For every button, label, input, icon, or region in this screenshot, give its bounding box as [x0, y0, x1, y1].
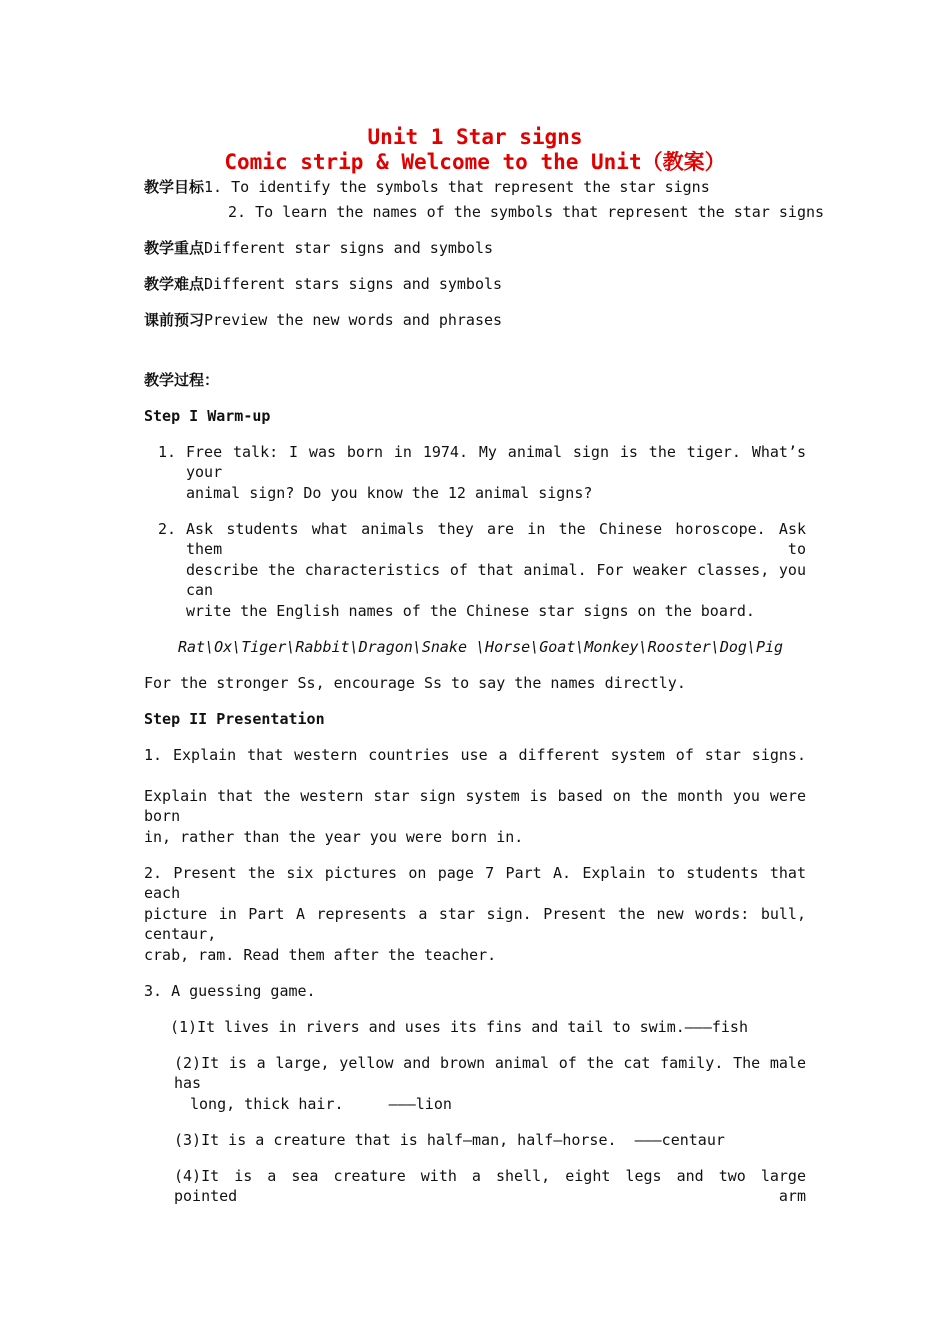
guess-item-1: (1)It lives in rivers and uses its fins and tail to swim.———fish: [170, 1018, 748, 1036]
document-subtitle: Comic strip & Welcome to the Unit（教案）: [224, 150, 726, 174]
guess-item-2-line1: (2)It is a large, yellow and brown animal of the cat family. The male has: [174, 1054, 806, 1092]
key-points-row: [144, 238, 493, 258]
step1-item2-number: 2.: [158, 520, 177, 538]
step1-item1-number: 1.: [158, 443, 177, 461]
preview-text: Preview the new words and phrases: [204, 311, 503, 329]
step1-item2-line1: Ask students what animals they are in the Chinese horoscope. Ask them to: [186, 520, 806, 558]
objectives-item-1: 1. To identify the symbols that represent the star signs: [204, 178, 710, 196]
stronger-students-note: For the stronger Ss, encourage Ss to say the names directly.: [144, 674, 686, 692]
step2-p2-line2: picture in Part A represents a star sign. Present the new words: bull, centaur,: [144, 905, 806, 943]
step2-p1-line1: 1. Explain that western countries use a different system of star signs.: [144, 746, 806, 764]
step2-heading: Step II Presentation: [144, 710, 325, 728]
preview-row: [144, 310, 502, 330]
step1-item1-line2: animal sign? Do you know the 12 animal signs?: [186, 484, 593, 502]
step1-heading: Step I Warm-up: [144, 407, 271, 425]
guess-item-4: (4)It is a sea creature with a shell, eight legs and two large pointed arm: [174, 1167, 806, 1205]
preview-label: 课前预习: [144, 311, 205, 329]
step2-p3: 3. A guessing game.: [144, 982, 316, 1000]
key-points-text: Different star signs and symbols: [204, 239, 493, 257]
difficulties-row: [144, 274, 502, 294]
key-points-label: 教学重点: [144, 239, 205, 257]
difficulties-label: 教学难点: [144, 275, 205, 293]
objectives-row: [144, 177, 710, 197]
step1-item2-line2: describe the characteristics of that animal. For weaker classes, you can: [186, 561, 806, 599]
objectives-item-2: 2. To learn the names of the symbols that represent the star signs: [228, 203, 825, 221]
step1-item2-line3: write the English names of the Chinese star signs on the board.: [186, 602, 755, 620]
objectives-label: 教学目标: [144, 178, 205, 196]
step2-p2-line1: 2. Present the six pictures on page 7 Part A. Explain to students that each: [144, 864, 806, 902]
difficulties-text: Different stars signs and symbols: [204, 275, 503, 293]
step2-p1-line2: Explain that the western star sign system is based on the month you were born: [144, 787, 806, 825]
process-heading: 教学过程：: [144, 371, 220, 389]
animal-signs-list: Rat\Ox\Tiger\Rabbit\Dragon\Snake \Horse\Goat\Monkey\Rooster\Dog\Pig: [178, 638, 784, 656]
step2-p1-line3: in, rather than the year you were born in.: [144, 828, 524, 846]
guess-item-3: (3)It is a creature that is half—man, half—horse. ———centaur: [174, 1131, 725, 1149]
guess-item-2-line2: long, thick hair. ———lion: [190, 1095, 452, 1113]
step1-item1-line1: Free talk: I was born in 1974. My animal sign is the tiger. What’s your: [186, 443, 806, 481]
document-title: Unit 1 Star signs: [367, 125, 583, 149]
step2-p2-line3: crab, ram. Read them after the teacher.: [144, 946, 497, 964]
